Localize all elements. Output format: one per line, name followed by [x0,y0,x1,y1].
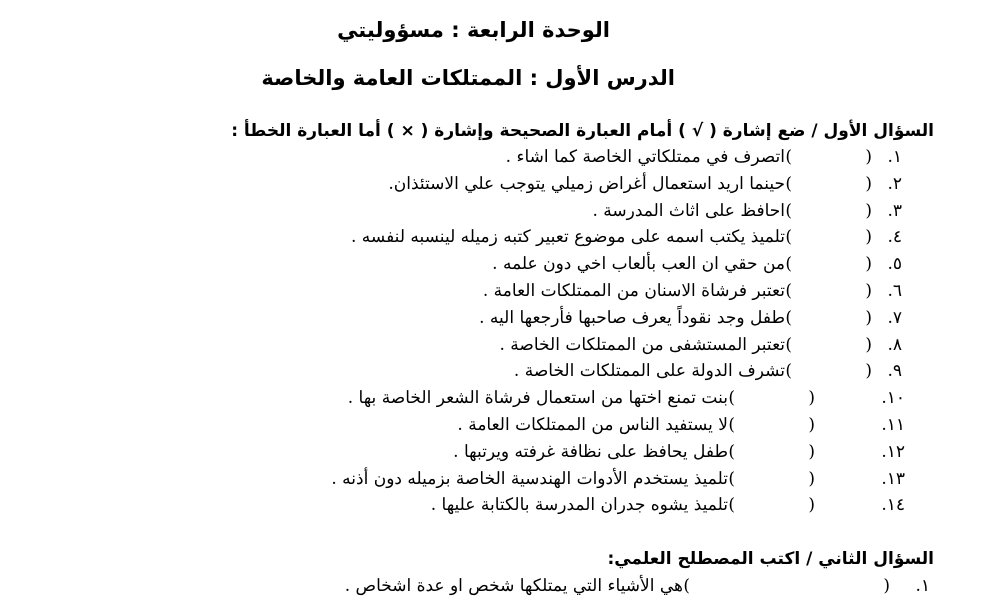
item-number: ٥. [887,254,902,275]
answer-paren-open: ( [808,468,815,489]
answer-paren-close: ) [728,468,735,489]
list-item [0,254,990,280]
statement-text: هي الأشياء التي يمتلكها شخص او عدة اشخاص . [344,576,683,596]
item-number: ١. [887,147,902,167]
item-number: ٣. [887,200,902,221]
item-number: ٤. [887,227,902,248]
list-item [0,335,990,361]
answer-paren-close: ) [785,254,792,275]
answer-paren-open: ( [865,307,872,328]
statement-text: تلميذ يشوه جدران المدرسة بالكتابة عليها . [430,495,728,516]
answer-paren-close: ) [785,334,792,355]
answer-paren-open: ( [865,173,872,194]
list-item [0,442,990,468]
item-number: ٩. [887,361,902,382]
answer-paren-close: ) [728,441,735,462]
answer-paren-close: ) [728,495,735,516]
statement-text: طفل وجد نقوداً يعرف صاحبها فأرجعها اليه . [479,307,785,328]
answer-paren-close: ) [785,227,792,248]
list-item [0,576,990,602]
item-number: ١٤. [881,495,905,516]
answer-paren-close: ) [785,361,792,382]
answer-paren-open: ( [808,495,815,516]
list-item [0,495,990,521]
answer-paren-close: ) [728,415,735,435]
statement-text: تعتبر المستشفى من الممتلكات الخاصة . [499,334,785,355]
item-number: ٧. [887,307,902,328]
statement-text: تلميذ يكتب اسمه على موضوع تعبير كتبه زميله لينسبه لنفسه . [351,227,785,248]
answer-paren-open: ( [808,388,815,409]
list-item [0,361,990,387]
answer-paren-open: ( [808,415,815,435]
item-number: ٦. [887,281,902,301]
answer-paren-close: ) [785,200,792,221]
item-number: ٢. [887,173,902,194]
answer-paren-open: ( [865,334,872,355]
answer-paren-open: ( [865,200,872,221]
answer-paren-close: ) [785,173,792,194]
item-number: ١٣. [881,468,905,489]
item-number: ١٢. [881,441,905,462]
cropped-next-line [60,600,930,614]
answer-paren-open: ( [865,281,872,301]
statement-text: تعتبر فرشاة الاسنان من الممتلكات العامة . [482,281,785,301]
answer-paren-close: ) [785,147,792,167]
answer-paren-close: ) [728,388,735,409]
list-item [0,415,990,441]
list-item [0,308,990,334]
answer-paren-open: ( [808,441,815,462]
statement-text: احافظ على اثاث المدرسة . [592,200,785,221]
lesson-title: الدرس الأول : الممتلكات العامة والخاصة [261,66,675,90]
statement-text: من حقي ان العب بألعاب اخي دون علمه . [492,254,785,275]
answer-paren-open: ( [865,361,872,382]
statement-text: طفل يحافظ على نظافة غرفته ويرتبها . [453,441,728,462]
list-item [0,227,990,253]
answer-paren-open: ( [883,576,890,596]
list-item [0,147,990,173]
answer-paren-close: ) [785,307,792,328]
item-number: ١٠. [881,388,905,409]
statement-text: تلميذ يستخدم الأدوات الهندسية الخاصة بزميله دون أذنه . [331,468,728,489]
item-number: ١١. [881,415,905,435]
answer-paren-close: ) [683,576,690,596]
answer-paren-open: ( [865,227,872,248]
statement-text: اتصرف في ممتلكاتي الخاصة كما اشاء . [505,147,785,167]
unit-title: الوحدة الرابعة : مسؤوليتي [337,18,610,42]
answer-paren-open: ( [865,254,872,275]
question-1-title: السؤال الأول / ضع إشارة ( √ ) أمام العبارة الصحيحة وإشارة ( × ) أما العبارة الخطأ : [231,121,934,141]
list-item [0,174,990,200]
item-number: ١. [915,576,930,596]
statement-text: لا يستفيد الناس من الممتلكات العامة . [457,415,728,435]
answer-paren-open: ( [865,147,872,167]
statement-text: تشرف الدولة على الممتلكات الخاصة . [513,361,785,382]
question-2-title: السؤال الثاني / اكتب المصطلح العلمي: [607,549,934,569]
list-item [0,281,990,307]
item-number: ٨. [887,334,902,355]
statement-text: بنت تمنع اختها من استعمال فرشاة الشعر الخاصة بها . [347,388,728,409]
list-item [0,469,990,495]
answer-paren-close: ) [785,281,792,301]
list-item [0,388,990,414]
list-item [0,201,990,227]
statement-text: حينما اريد استعمال أغراض زميلي يتوجب علي الاستئذان. [388,173,785,194]
